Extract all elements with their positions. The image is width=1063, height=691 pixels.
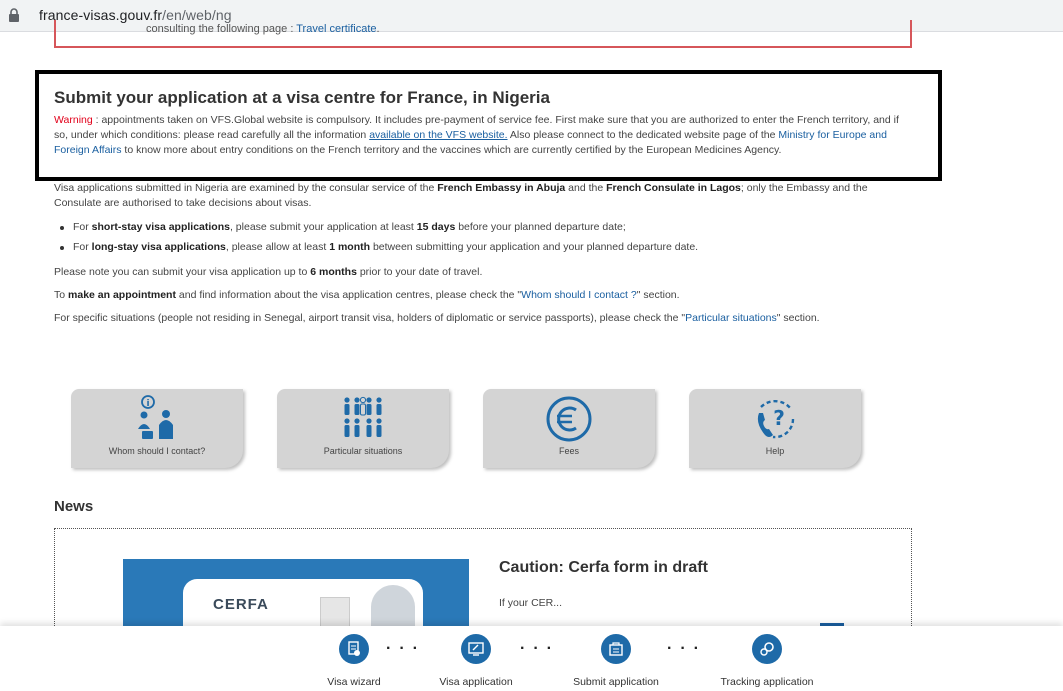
step-submit-application[interactable]	[566, 634, 666, 688]
page-title: Submit your application at a visa centre for France, in Nigeria	[54, 88, 550, 107]
vfs-website-link[interactable]: available on the VFS website.	[369, 129, 508, 141]
svg-text:?: ?	[773, 406, 785, 430]
tile-fees[interactable]	[483, 389, 655, 468]
help-phone-icon	[751, 395, 799, 443]
step-label: Tracking application	[720, 676, 814, 688]
intro-paragraph: Visa applications submitted in Nigeria are examined by the consular service of the French Embassy in Abuja and the French Consulate in Lagos; only the Embassy and the Consulate are authorised to take decisions about visas.	[54, 182, 868, 209]
submit-icon	[601, 634, 631, 664]
application-icon	[461, 634, 491, 664]
news-headline[interactable]: Caution: Cerfa form in draft	[499, 559, 708, 576]
visa-timing-list	[54, 220, 914, 260]
tracking-icon	[752, 634, 782, 664]
photo-placeholder-icon	[320, 597, 350, 629]
step-label: Visa application	[439, 676, 513, 688]
svg-text:i: i	[146, 399, 150, 409]
ministry-link[interactable]: Ministry for Europe and Foreign Affairs	[54, 129, 887, 156]
warning-label: Warning	[54, 114, 93, 126]
tile-label: Particular situations	[323, 446, 403, 456]
submission-note: Please note you can submit your visa application up to 6 months prior to your date of travel.	[54, 266, 483, 278]
lock-icon	[8, 8, 20, 22]
particular-situations-link[interactable]: Particular situations	[685, 312, 777, 324]
news-image-text: CERFA	[213, 596, 269, 613]
tile-label: Help	[765, 446, 785, 456]
url-host: france-visas.gouv.fr	[39, 7, 163, 23]
news-card[interactable]	[54, 528, 912, 638]
previous-notice-text: consulting the following page : Travel certificate.	[146, 23, 380, 35]
step-visa-wizard[interactable]	[322, 634, 386, 688]
contact-icon	[135, 395, 179, 441]
application-steps-bar	[0, 626, 1063, 691]
euro-icon	[545, 395, 593, 443]
step-separator: ···	[520, 640, 560, 657]
previous-notice-box	[54, 20, 912, 48]
news-heading: News	[54, 498, 94, 515]
step-tracking-application[interactable]	[712, 634, 822, 688]
tile-label: Fees	[558, 446, 579, 456]
tile-whom-contact[interactable]	[71, 389, 243, 468]
specific-situations-note: For specific situations (people not residing in Senegal, airport transit visa, holders of diplomatic or service passports), please check the "Particular situations" section.	[54, 312, 820, 324]
people-group-icon	[341, 395, 385, 441]
whom-contact-link[interactable]: Whom should I contact ?	[521, 289, 637, 301]
step-separator: ···	[386, 640, 426, 657]
step-label: Visa wizard	[327, 676, 381, 688]
url-path: /en/web/ng	[162, 7, 232, 23]
travel-certificate-link[interactable]: Travel certificate	[296, 23, 377, 35]
list-item: For short-stay visa applications, please submit your application at least 15 days before your planned departure date;	[54, 220, 914, 240]
step-label: Submit application	[573, 676, 659, 688]
list-item: For long-stay visa applications, please allow at least 1 month between submitting your application and your planned departure date.	[54, 240, 914, 260]
appointment-note: To make an appointment and find information about the visa application centres, please check the "Whom should I contact ?" section.	[54, 289, 680, 301]
wizard-icon	[339, 634, 369, 664]
tile-particular-situations[interactable]	[277, 389, 449, 468]
step-visa-application[interactable]	[433, 634, 519, 688]
step-separator: ···	[667, 640, 707, 657]
news-excerpt: If your CER...	[499, 597, 563, 609]
tile-help[interactable]	[689, 389, 861, 468]
tile-label: Whom should I contact?	[108, 446, 206, 456]
warning-paragraph: Warning : appointments taken on VFS.Global website is compulsory. It includes pre-payment of service fee. First make sure that you are authorized to enter the French territory, and if so, under which conditions: please read carefully all the information available on the VFS website. Also please connect to the dedicated website page of the Ministry for Europe and Foreign Affairs to know more about entry conditions on the French territory and the vaccines which are currently certified by the European Medicines Agency.	[54, 114, 899, 156]
